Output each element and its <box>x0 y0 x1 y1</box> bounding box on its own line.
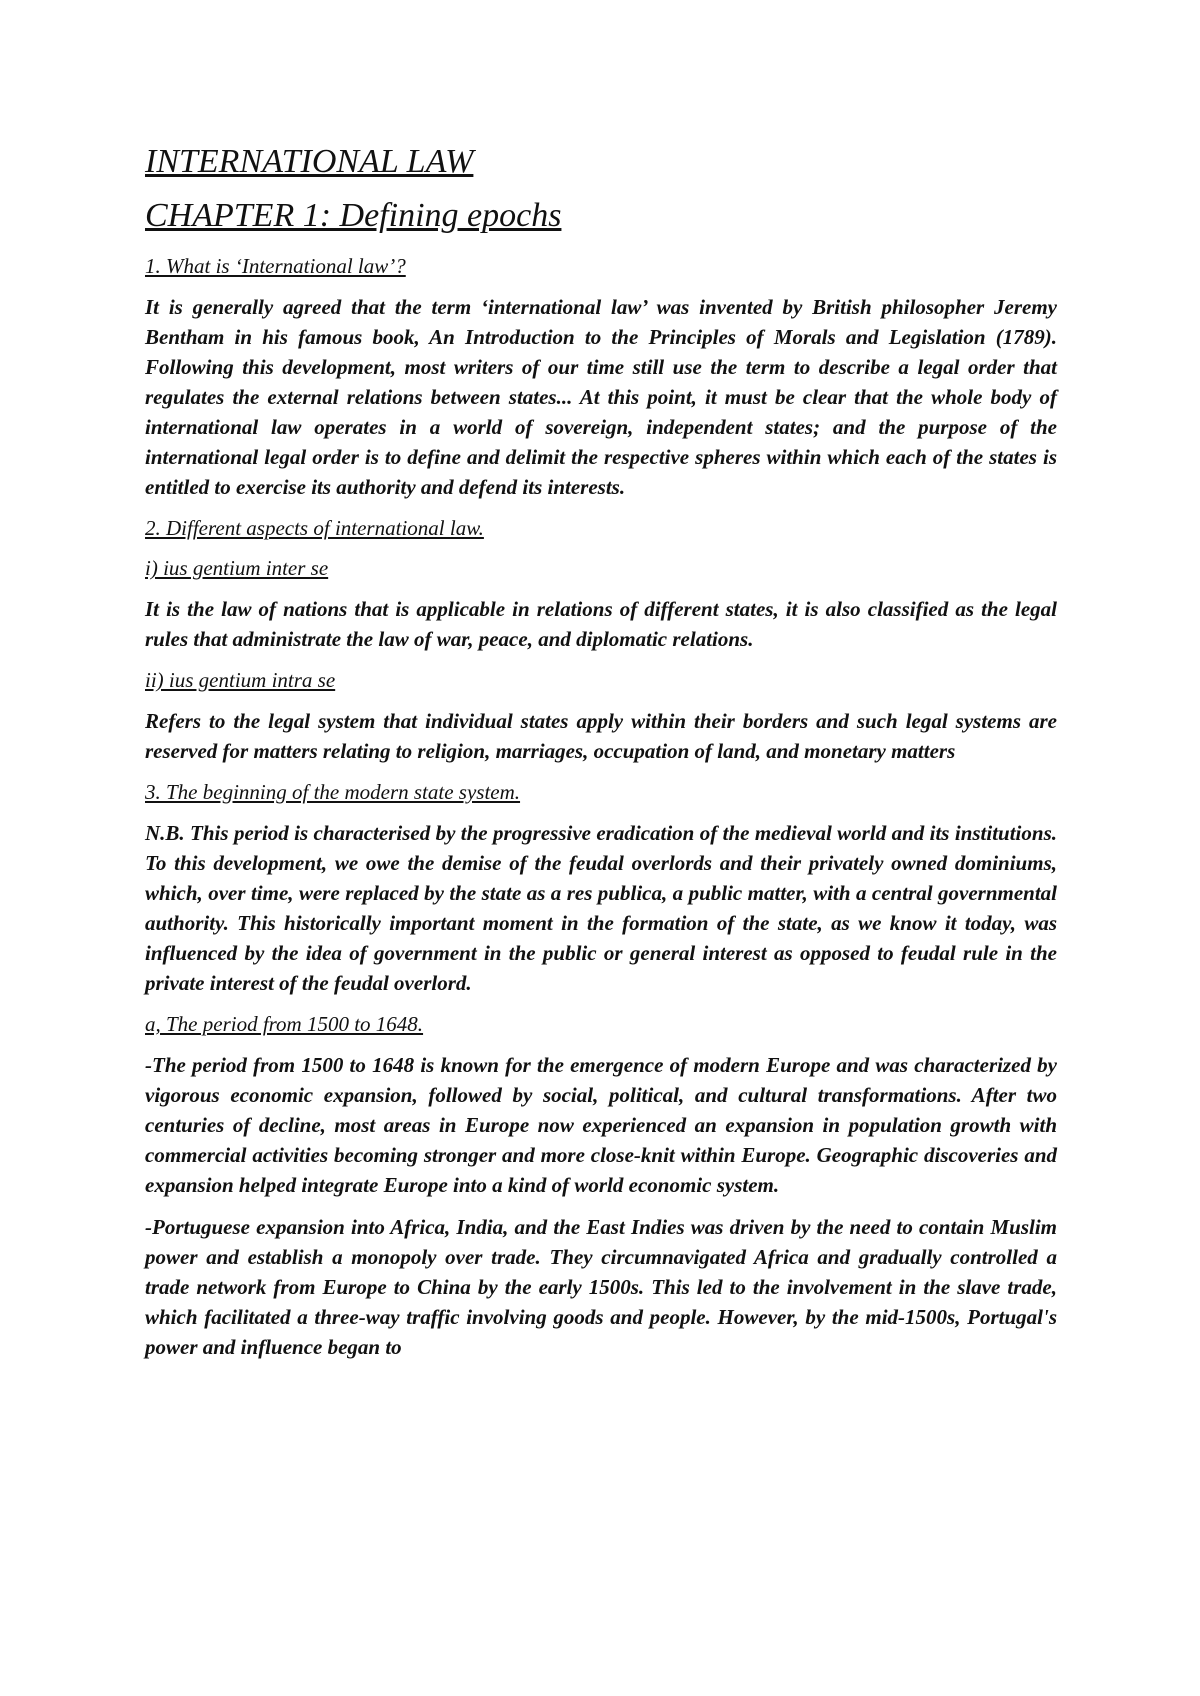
paragraph: It is generally agreed that the term ‘international law’ was invented by British philosopher Jeremy Bentham in his famous book, An Introduction to the Principles of Morals and Legislation (1789). Following this development, most writers of our time still use the term to describe a legal order that regulates the external relations between states... At this point, it must be clear that the whole body of international law operates in a world of sovereign, independent states; and the purpose of the international legal order is to define and delimit the respective spheres within which each of the states is entitled to exercise its authority and defend its interests. <box>145 295 1057 499</box>
subsection-heading: ii) ius gentium intra se <box>145 668 336 692</box>
document-title: INTERNATIONAL LAW <box>145 143 474 180</box>
section-heading: 2. Different aspects of international law. <box>145 516 484 540</box>
section-heading: 1. What is ‘International law’? <box>145 254 406 278</box>
paragraph: N.B. This period is characterised by the progressive eradication of the medieval world and its institutions. To this development, we owe the demise of the feudal overlords and their privately owned dominiums, which, over time, were replaced by the state as a res publica, a public matter, with a central governmental authority. This historically important moment in the formation of the state, as we know it today, was influenced by the idea of government in the public or general interest as opposed to feudal rule in the private interest of the feudal overlord. <box>145 821 1057 995</box>
paragraph: -The period from 1500 to 1648 is known for the emergence of modern Europe and was characterized by vigorous economic expansion, followed by social, political, and cultural transformations. After two centuries of decline, most areas in Europe now experienced an expansion in population growth with commercial activities becoming stronger and more close-knit within Europe. Geographic discoveries and expansion helped integrate Europe into a kind of world economic system. <box>145 1053 1057 1197</box>
subsection-heading: a, The period from 1500 to 1648. <box>145 1012 424 1036</box>
section-heading: 3. The beginning of the modern state system. <box>145 780 521 804</box>
paragraph: -Portuguese expansion into Africa, India, and the East Indies was driven by the need to contain Muslim power and establish a monopoly over trade. They circumnavigated Africa and gradually controlled a trade network from Europe to China by the early 1500s. This led to the involvement in the slave trade, which facilitated a three-way traffic involving goods and people. However, by the mid-1500s, Portugal's power and influence began to <box>145 1215 1057 1359</box>
chapter-title: CHAPTER 1: Defining epochs <box>145 197 562 234</box>
document-body <box>145 142 1057 1374</box>
subsection-heading: i) ius gentium inter se <box>145 556 329 580</box>
paragraph: It is the law of nations that is applicable in relations of different states, it is also classified as the legal rules that administrate the law of war, peace, and diplomatic relations. <box>145 597 1057 651</box>
paragraph: Refers to the legal system that individual states apply within their borders and such legal systems are reserved for matters relating to religion, marriages, occupation of land, and monetary matters <box>145 709 1057 763</box>
